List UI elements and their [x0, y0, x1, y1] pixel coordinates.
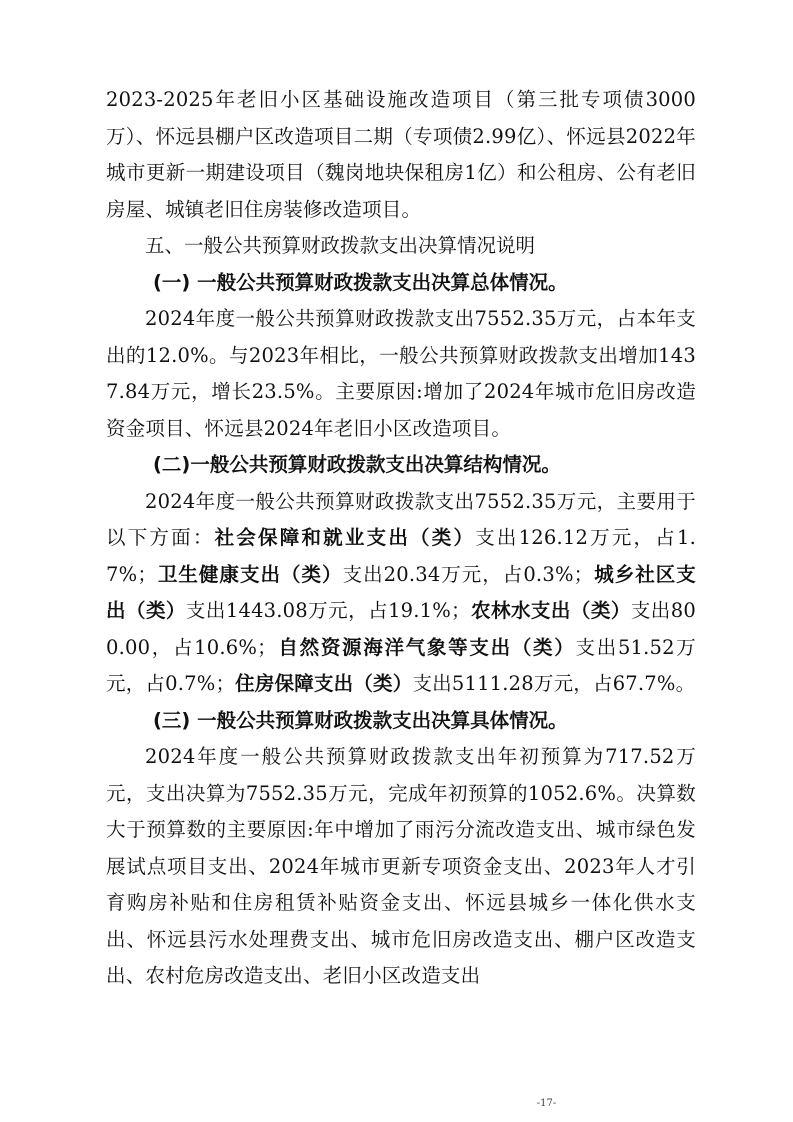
category-urban-rural: 城乡社区支出（类） — [106, 562, 696, 622]
category-health-value: 支出20.34万元，占0.3%； — [342, 562, 594, 586]
subsection-1-heading: (一) 一般公共预算财政拨款支出决算总体情况。 — [153, 270, 568, 294]
section-5-heading: 五、一般公共预算财政拨款支出决算情况说明 — [145, 234, 536, 257]
category-social-security: 社会保障和就业支出（类） — [214, 526, 476, 549]
category-urban-rural-value: 支出1443.08万元，占19.1%； — [185, 599, 471, 622]
category-natural-resources: 自然资源海洋气象等支出（类） — [276, 635, 576, 659]
category-agriculture-value: 支出800.00，占10.6%； — [106, 599, 696, 659]
category-natural-resources-value: 支出51.52万元，占0.7%； — [106, 635, 696, 695]
subsection-3-heading: (三) 一般公共预算财政拨款支出决算具体情况。 — [153, 708, 568, 732]
category-housing: 住房保障支出（类） — [235, 672, 413, 695]
subsection-2-heading: (二)一般公共预算财政拨款支出决算结构情况。 — [153, 453, 561, 476]
subsection-3-body: 2024年度一般公共预算财政拨款支出年初预算为717.52万元，支出决算为7552.35万元，完成年初预算的1052.6%。决算数大于预算数的主要原因:年中增加了雨污分流改造支出、城市绿色发展试点项目支出、2024年城市更新专项资金支出、2023年人才引育购房补贴和住房租赁补贴资金支出、怀远县城乡一体化供水支出、怀远县污水处理费支出、城市危旧房改造支出、棚户区改造支出、农村危房改造支出、老旧小区改造支出 — [106, 745, 696, 987]
category-health: 卫生健康支出（类） — [157, 562, 343, 586]
page-number: -17- — [536, 1098, 557, 1109]
subsection-2-body — [106, 484, 696, 703]
page-content — [106, 82, 696, 995]
category-agriculture: 农林水支出（类） — [470, 599, 631, 622]
intro-paragraph: 2023-2025年老旧小区基础设施改造项目（第三批专项债3000万）、怀远县棚户区改造项目二期（专项债2.99亿）、怀远县2022年城市更新一期建设项目（魏岗地块保租房1亿）和公租房、公有老旧房屋、城镇老旧住房装修改造项目。 — [106, 88, 696, 221]
category-social-security-value: 支出126.12万元，占1.7%； — [106, 526, 696, 586]
structure-lead: 2024年度一般公共预算财政拨款支出7552.35万元，主要用于以下方面： — [106, 489, 696, 549]
category-housing-value: 支出5111.28万元，占67.7%。 — [412, 672, 696, 695]
subsection-1-body: 2024年度一般公共预算财政拨款支出7552.35万元，占本年支出的12.0%。与2023年相比，一般公共预算财政拨款支出增加1437.84万元，增长23.5%。主要原因:增加了2024年城市危旧房改造资金项目、怀远县2024年老旧小区改造项目。 — [106, 307, 696, 440]
